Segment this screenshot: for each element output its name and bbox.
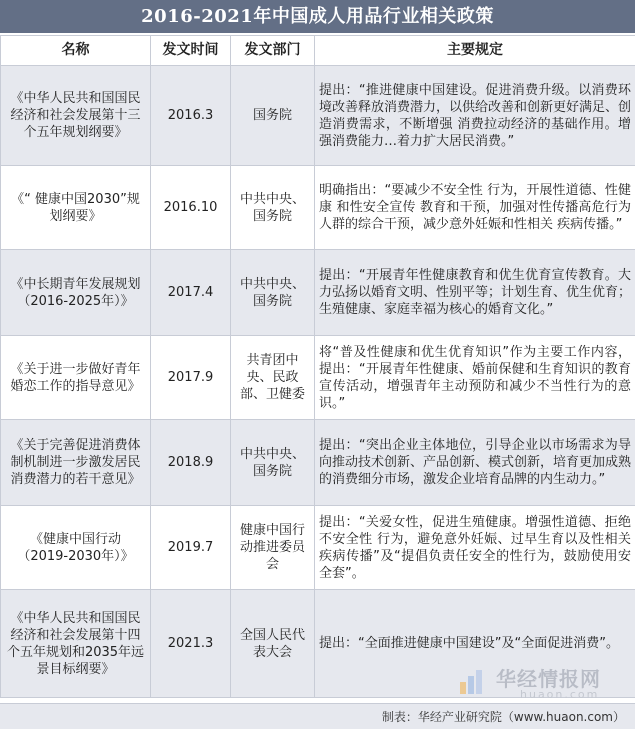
table-row	[1, 420, 635, 506]
table-row	[1, 506, 635, 590]
policy-date: 2019.7	[151, 506, 231, 590]
footer-source: 制表：华经产业研究院（www.huaon.com）	[382, 708, 625, 725]
policy-date: 2021.3	[151, 590, 231, 698]
policy-table	[0, 35, 635, 698]
policy-name: 《关于完善促进消费体制机制进一步激发居民消费潜力的若干意见》	[1, 420, 151, 506]
policy-department: 全国人民代表大会	[231, 590, 315, 698]
policy-department: 国务院	[231, 66, 315, 166]
policy-provisions: 提出：“推进健康中国建设。促进消费升级。以消费环境改善释放消费潜力，以供给改善和创新更好满足、创造消费需求，不断增强 消费拉动经济的基础作用。增强消费能力…着力扩大居民消费。”	[315, 66, 635, 166]
header-name: 名称	[1, 36, 151, 66]
table-row	[1, 250, 635, 336]
policy-name: 《中华人民共和国国民经济和社会发展第十三个五年规划纲要》	[1, 66, 151, 166]
policy-department: 中共中央、国务院	[231, 166, 315, 250]
policy-name: 《健康中国行动（2019-2030年）》	[1, 506, 151, 590]
policy-department: 共青团中央、民政部、卫健委	[231, 336, 315, 420]
policy-date: 2017.9	[151, 336, 231, 420]
policy-department: 中共中央、国务院	[231, 420, 315, 506]
policy-date: 2017.4	[151, 250, 231, 336]
table-title: 2016-2021年中国成人用品行业相关政策	[0, 0, 635, 33]
header-provisions: 主要规定	[315, 36, 635, 66]
header-department: 发文部门	[231, 36, 315, 66]
policy-provisions: 提出：“突出企业主体地位，引导企业以市场需求为导向推动技术创新、产品创新、模式创新，培育更加成熟的消费细分市场，激发企业培育品牌的内生动力。”	[315, 420, 635, 506]
table-row	[1, 166, 635, 250]
policy-department: 中共中央、国务院	[231, 250, 315, 336]
policy-name: 《“ 健康中国2030”规划纲要》	[1, 166, 151, 250]
policy-date: 2016.10	[151, 166, 231, 250]
header-row	[1, 36, 635, 66]
policy-provisions: 明确指出：“要减少不安全性 行为，开展性道德、性健康 和性安全宣传 教育和干预，加强对性传播高危行为人群的综合干预，减少意外妊娠和性相关 疾病传播。”	[315, 166, 635, 250]
policy-date: 2016.3	[151, 66, 231, 166]
policy-provisions: 提出：“开展青年性健康教育和优生优育宣传教育。大力弘扬以婚育文明、性别平等；计划生育、优生优育；生殖健康、家庭幸福为核心的婚育文化。”	[315, 250, 635, 336]
table-row	[1, 66, 635, 166]
policy-provisions: 提出：“全面推进健康中国建设”及“全面促进消费”。	[315, 590, 635, 698]
policy-provisions: 提出：“关爱女性，促进生殖健康。增强性道德、拒绝不安全性 行为，避免意外妊娠、过早生育以及性相关疾病传播”及“提倡负责任安全的性行为，鼓励使用安全套”。	[315, 506, 635, 590]
policy-provisions: 将“普及性健康和优生优育知识”作为主要工作内容，提出：“开展青年性健康、婚前保健和生育知识的教育宣传活动，增强青年主动预防和减少不当性行为的意识。”	[315, 336, 635, 420]
footer-bar	[0, 703, 635, 729]
huajing-logo-icon	[458, 668, 488, 696]
policy-date: 2018.9	[151, 420, 231, 506]
policy-name: 《中华人民共和国国民经济和社会发展第十四个五年规划和2035年远景目标纲要》	[1, 590, 151, 698]
policy-name: 《关于进一步做好青年婚恋工作的指导意见》	[1, 336, 151, 420]
header-date: 发文时间	[151, 36, 231, 66]
watermark-url: huaon.com	[520, 688, 599, 701]
policy-name: 《中长期青年发展规划（2016-2025年）》	[1, 250, 151, 336]
policy-department: 健康中国行动推进委员会	[231, 506, 315, 590]
table-row	[1, 336, 635, 420]
watermark-name: 华经情报网	[496, 663, 601, 692]
